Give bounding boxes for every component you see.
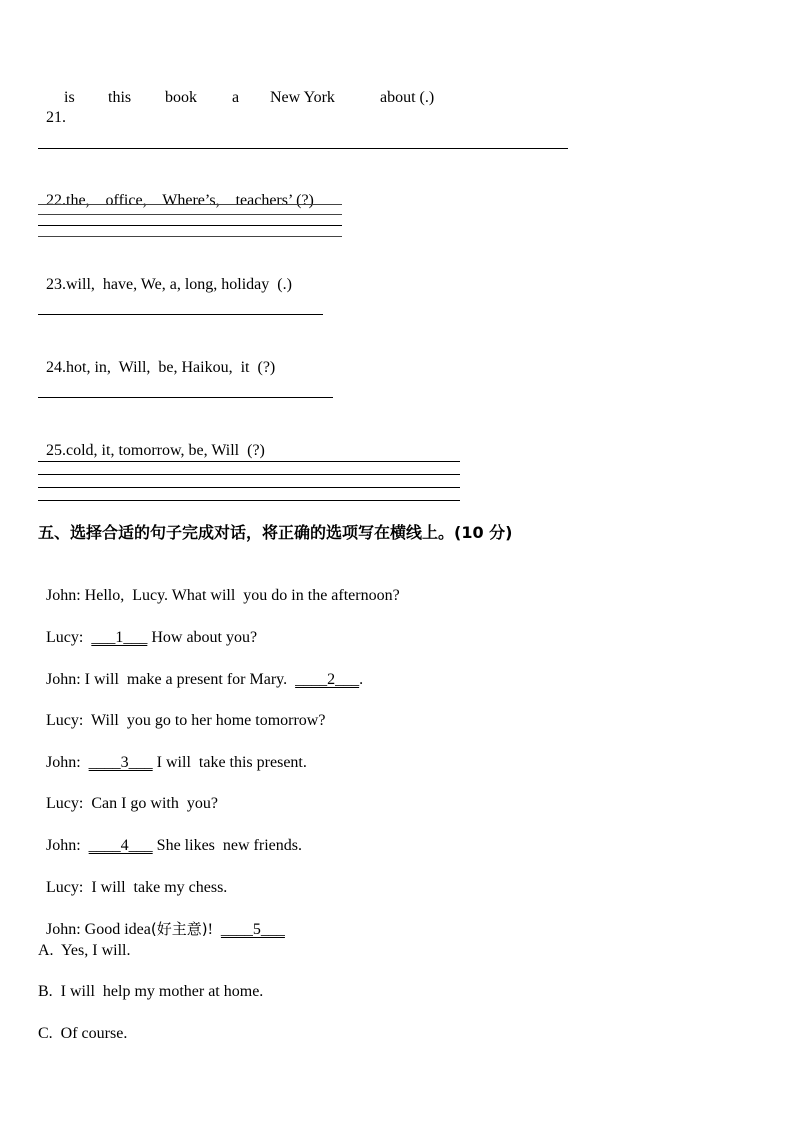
writing-line	[38, 236, 342, 237]
section-heading: 五、选择合适的句子完成对话，将正确的选项写在横线上。(10 分)	[38, 523, 513, 542]
question-21-word: book	[165, 89, 197, 106]
question-23	[38, 255, 292, 295]
dialogue-text: John: Hello, Lucy. What will you do in the afternoon?	[46, 587, 400, 604]
dialogue-text: Lucy: Will you go to her home tomorrow?	[46, 712, 326, 729]
dialogue-line	[38, 774, 218, 814]
answer-blank-5[interactable]: ____5___	[220, 921, 285, 938]
question-number: 24.	[46, 359, 66, 376]
dialogue-text: She likes new friends.	[152, 837, 302, 854]
option-c: C. Of course.	[38, 1025, 128, 1042]
dialogue-line	[38, 733, 307, 773]
question-21-word: this	[108, 89, 132, 106]
question-number: 21.	[46, 109, 66, 126]
question-text: cold, it, tomorrow, be, Will (?)	[66, 442, 265, 459]
chinese-gloss: (好主意)	[150, 920, 208, 938]
question-21-word: about (.)	[380, 89, 435, 106]
dialogue-text: !	[207, 921, 221, 938]
answer-line	[38, 397, 333, 398]
writing-line	[38, 474, 460, 475]
dialogue-text: Lucy:	[46, 629, 92, 646]
question-number: 22.	[46, 192, 66, 209]
dialogue-text: Lucy: Can I go with you?	[46, 795, 218, 812]
dialogue-text: I will take this present.	[152, 754, 307, 771]
writing-line	[38, 214, 342, 215]
question-number: 23.	[46, 276, 66, 293]
dialogue-text: Lucy: I will take my chess.	[46, 879, 228, 896]
question-21-word: New York	[270, 89, 335, 106]
answer-blank-2[interactable]: ____2___	[295, 671, 360, 688]
dialogue-line	[38, 566, 400, 606]
dialogue-text: How about you?	[147, 629, 258, 646]
dialogue-line	[38, 650, 363, 690]
question-text: hot, in, Will, be, Haikou, it (?)	[66, 359, 276, 376]
answer-blank-1[interactable]: ___1___	[91, 629, 148, 646]
question-24	[38, 338, 275, 378]
writing-line	[38, 500, 460, 501]
option-a: A. Yes, I will.	[38, 942, 131, 959]
dialogue-text: John:	[46, 837, 89, 854]
dialogue-text: John:	[46, 754, 89, 771]
answer-line	[38, 314, 323, 315]
dialogue-line	[38, 608, 257, 648]
option-b: B. I will help my mother at home.	[38, 983, 264, 1000]
dialogue-text: John: Good idea	[46, 921, 151, 938]
question-number: 25.	[46, 442, 66, 459]
question-21-word: is	[64, 89, 75, 106]
dialogue-text: .	[359, 671, 364, 688]
question-21-word: a	[232, 89, 240, 106]
dialogue-line	[38, 858, 227, 898]
answer-blank-3[interactable]: ____3___	[88, 754, 153, 771]
dialogue-line	[38, 816, 302, 856]
dialogue-text: John: I will make a present for Mary.	[46, 671, 296, 688]
question-text: will, have, We, a, long, holiday (.)	[66, 276, 292, 293]
dialogue-line	[38, 691, 325, 731]
writing-line	[38, 461, 460, 462]
question-25	[38, 421, 265, 461]
writing-line	[38, 487, 460, 488]
dialogue-line	[38, 899, 285, 940]
answer-line	[38, 148, 568, 149]
question-21	[38, 88, 66, 128]
question-22	[38, 171, 314, 211]
question-text: the, office, Where’s, teachers’ (?)	[66, 192, 314, 209]
answer-blank-4[interactable]: ____4___	[88, 837, 153, 854]
writing-line	[38, 204, 342, 205]
writing-line	[38, 225, 342, 226]
